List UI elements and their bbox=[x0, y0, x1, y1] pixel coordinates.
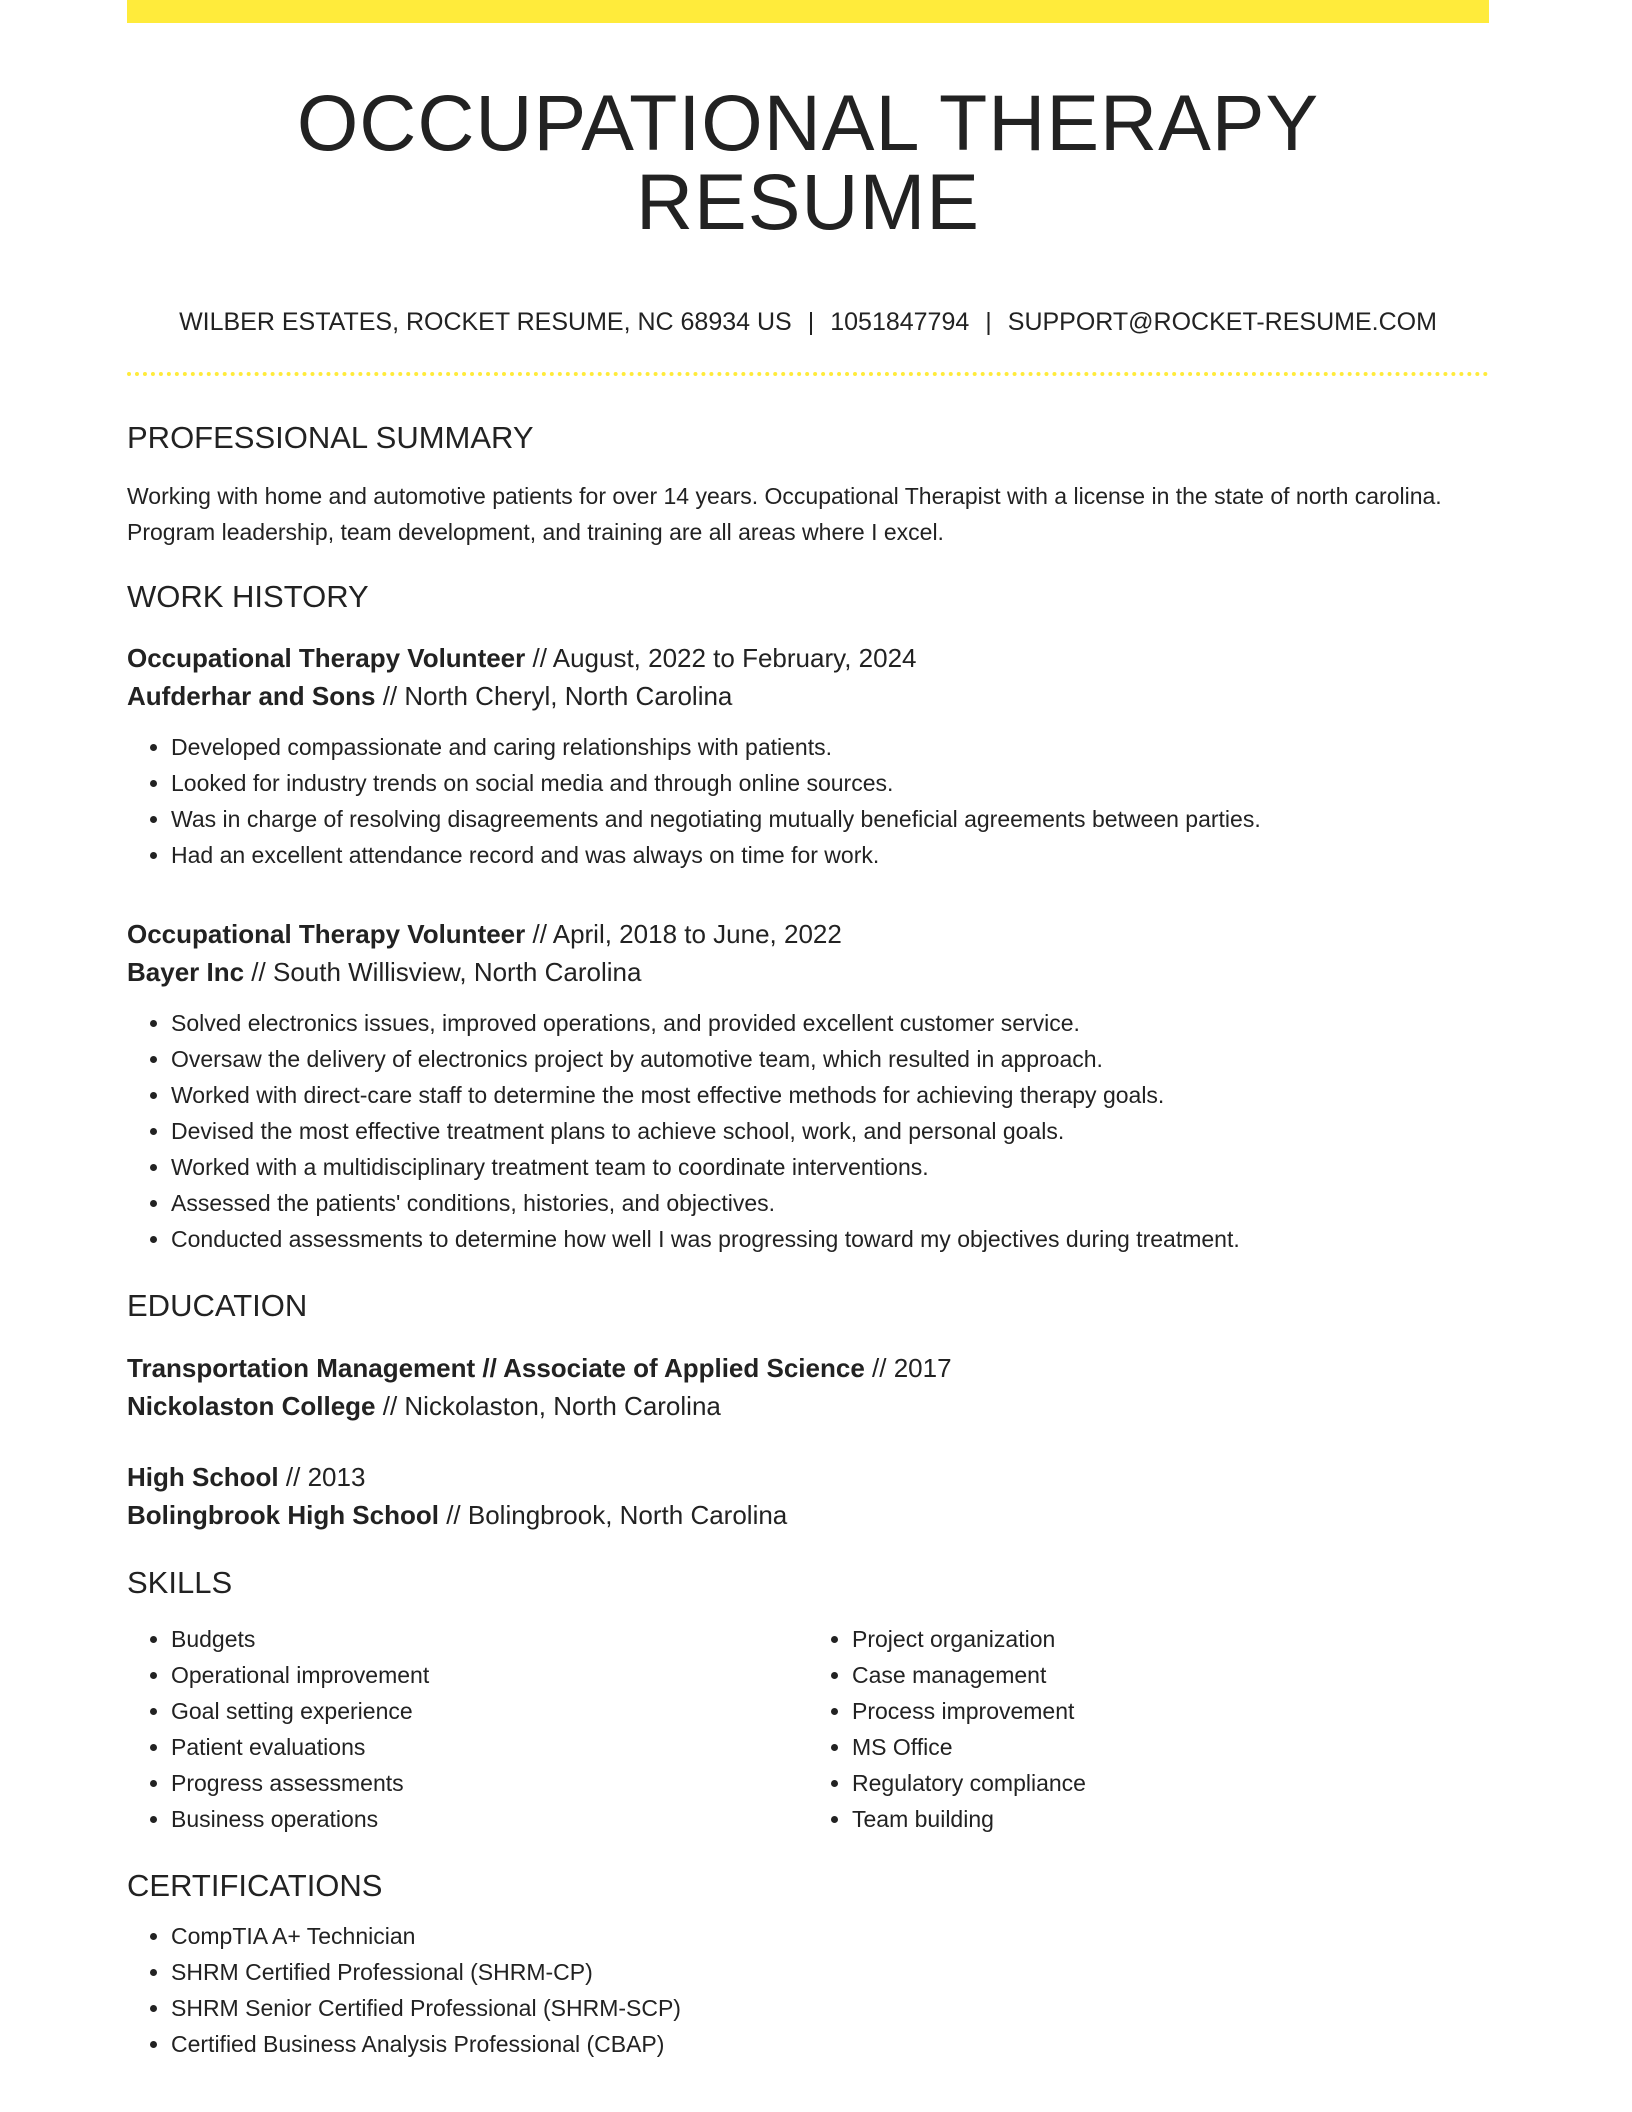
job-dates: // April, 2018 to June, 2022 bbox=[525, 919, 842, 950]
contact-separator: | bbox=[807, 308, 815, 336]
job-bullet: • Worked with a multidisciplinary treatment team to coordinate interventions. bbox=[171, 1149, 1489, 1185]
education-school: Bolingbrook High School bbox=[127, 1499, 439, 1530]
skill-item: • Case management bbox=[852, 1657, 1489, 1693]
contact-address: WILBER ESTATES, ROCKET RESUME, NC 68934 US bbox=[179, 308, 792, 336]
resume-page bbox=[127, 0, 1489, 2062]
job-bullet: • Devised the most effective treatment plans to achieve school, work, and personal goals. bbox=[171, 1113, 1489, 1149]
section-title-skills: SKILLS bbox=[127, 1564, 233, 1600]
job-bullet: • Developed compassionate and caring relationships with patients. bbox=[171, 729, 1489, 765]
job-entry bbox=[127, 915, 1489, 1257]
job-company-line bbox=[127, 953, 1489, 991]
certifications-list bbox=[127, 1918, 1489, 2062]
job-bullet: • Oversaw the delivery of electronics project by automotive team, which resulted in approach. bbox=[171, 1041, 1489, 1077]
job-location: // North Cheryl, North Carolina bbox=[375, 681, 733, 712]
job-company-line bbox=[127, 677, 1489, 715]
section-title-work-history: WORK HISTORY bbox=[127, 579, 369, 615]
job-bullet: • Had an excellent attendance record and was always on time for work. bbox=[171, 837, 1489, 873]
job-role-line bbox=[127, 639, 1489, 677]
certification-item: • CompTIA A+ Technician bbox=[171, 1918, 1489, 1954]
contact-email[interactable]: SUPPORT@ROCKET-RESUME.COM bbox=[1007, 308, 1437, 336]
contact-line bbox=[127, 307, 1489, 337]
dotted-divider bbox=[127, 372, 1489, 376]
job-bullet: • Assessed the patients' conditions, histories, and objectives. bbox=[171, 1185, 1489, 1221]
contact-separator: | bbox=[985, 308, 992, 336]
section-title-education: EDUCATION bbox=[127, 1288, 308, 1324]
skills-columns bbox=[127, 1621, 1489, 1837]
skill-item: • Business operations bbox=[171, 1801, 808, 1837]
job-bullet-list bbox=[127, 729, 1489, 873]
job-entry bbox=[127, 639, 1489, 873]
job-role-line bbox=[127, 915, 1489, 953]
job-bullet: • Conducted assessments to determine how well I was progressing toward my objectives during treatment. bbox=[171, 1221, 1489, 1257]
job-company: Aufderhar and Sons bbox=[127, 681, 376, 712]
job-bullet: • Solved electronics issues, improved operations, and provided excellent customer service. bbox=[171, 1005, 1489, 1041]
skill-item: • Budgets bbox=[171, 1621, 808, 1657]
skill-item: • Team building bbox=[852, 1801, 1489, 1837]
contact-phone: 1051847794 bbox=[830, 308, 970, 336]
accent-top-bar bbox=[127, 0, 1489, 23]
skills-list-left bbox=[127, 1621, 808, 1837]
education-entry bbox=[127, 1458, 1489, 1534]
job-role: Occupational Therapy Volunteer bbox=[127, 643, 526, 674]
certification-item: • SHRM Senior Certified Professional (SHRM-SCP) bbox=[171, 1990, 1489, 2026]
skill-item: • Patient evaluations bbox=[171, 1729, 808, 1765]
job-bullet-list bbox=[127, 1005, 1489, 1257]
resume-title: OCCUPATIONAL THERAPY RESUME bbox=[296, 78, 1320, 246]
education-year: // 2013 bbox=[278, 1461, 366, 1492]
skill-item: • Goal setting experience bbox=[171, 1693, 808, 1729]
section-title-certifications: CERTIFICATIONS bbox=[127, 1867, 383, 1903]
job-dates: // August, 2022 to February, 2024 bbox=[525, 643, 917, 674]
education-school-line bbox=[127, 1496, 1489, 1534]
education-degree-line bbox=[127, 1458, 1489, 1496]
job-location: // South Willisview, North Carolina bbox=[244, 957, 642, 988]
skill-item: • Progress assessments bbox=[171, 1765, 808, 1801]
section-title-summary: PROFESSIONAL SUMMARY bbox=[127, 420, 534, 455]
skill-item: • Project organization bbox=[852, 1621, 1489, 1657]
education-school: Nickolaston College bbox=[127, 1390, 376, 1421]
education-degree: Transportation Management // Associate of Applied Science bbox=[127, 1352, 865, 1383]
education-degree: High School bbox=[127, 1461, 279, 1492]
skill-item: • MS Office bbox=[852, 1729, 1489, 1765]
skills-list-right bbox=[808, 1621, 1489, 1837]
certification-item: • Certified Business Analysis Professional (CBAP) bbox=[171, 2026, 1489, 2062]
skill-item: • Regulatory compliance bbox=[852, 1765, 1489, 1801]
education-entry bbox=[127, 1349, 1489, 1425]
education-school-line bbox=[127, 1387, 1489, 1425]
education-degree-line bbox=[127, 1349, 1489, 1387]
education-location: // Bolingbrook, North Carolina bbox=[438, 1499, 788, 1530]
job-role: Occupational Therapy Volunteer bbox=[127, 919, 526, 950]
job-bullet: • Worked with direct-care staff to determine the most effective methods for achieving therapy goals. bbox=[171, 1077, 1489, 1113]
certification-item: • SHRM Certified Professional (SHRM-CP) bbox=[171, 1954, 1489, 1990]
skill-item: • Operational improvement bbox=[171, 1657, 808, 1693]
skill-item: • Process improvement bbox=[852, 1693, 1489, 1729]
job-company: Bayer Inc bbox=[127, 957, 245, 988]
job-bullet: • Looked for industry trends on social media and through online sources. bbox=[171, 765, 1489, 801]
education-location: // Nickolaston, North Carolina bbox=[375, 1390, 721, 1421]
job-bullet: • Was in charge of resolving disagreements and negotiating mutually beneficial agreements between parties. bbox=[171, 801, 1489, 837]
summary-text: Working with home and automotive patients for over 14 years. Occupational Therapist with a license in the state of north carolina. Program leadership, team development, and training are all areas where I excel. bbox=[127, 483, 1442, 546]
education-year: // 2017 bbox=[864, 1352, 952, 1383]
